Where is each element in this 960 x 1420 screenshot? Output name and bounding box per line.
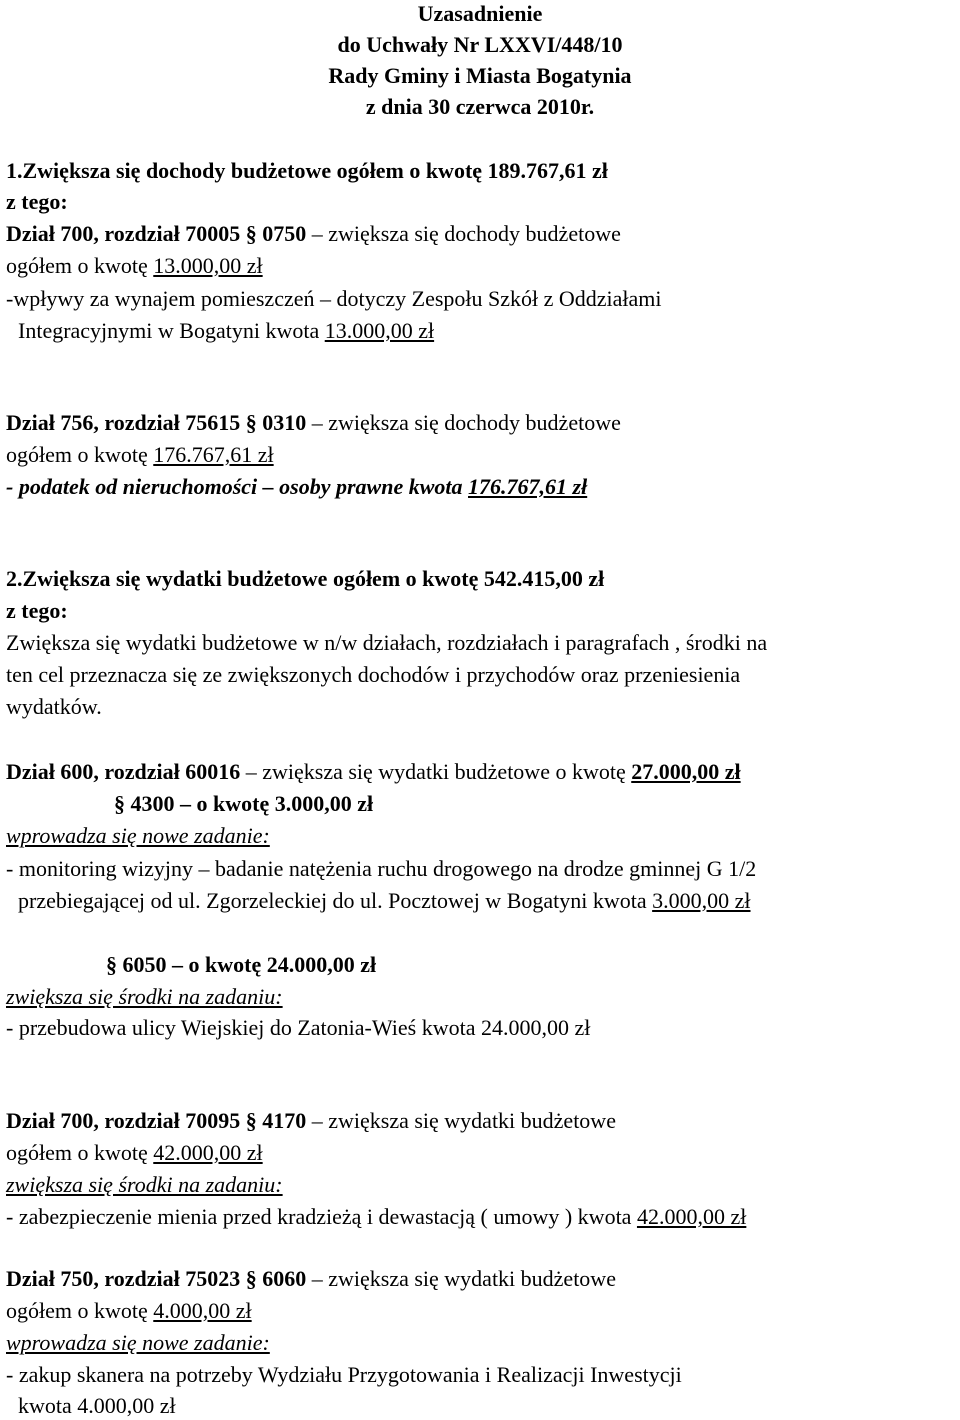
s1-d756-desc: – zwiększa się dochody budżetowe bbox=[306, 410, 621, 435]
resolution-date: z dnia 30 czerwca 2010r. bbox=[365, 94, 595, 119]
s2-d700-task-amount: 42.000,00 zł bbox=[636, 1204, 747, 1229]
s2-d700-desc: – zwiększa się wydatki budżetowe bbox=[306, 1108, 616, 1133]
section-2-of-which: z tego: bbox=[6, 598, 68, 623]
s1-d700-label: Dział 700, rozdział 70005 bbox=[6, 221, 246, 246]
s2-d700-total bbox=[6, 1139, 263, 1167]
s2-d600-task-line2 bbox=[18, 887, 751, 915]
council-name: Rady Gminy i Miasta Bogatynia bbox=[328, 63, 632, 88]
paragraph-sign: § bbox=[245, 410, 257, 435]
s1-d756-item bbox=[6, 473, 587, 501]
paragraph-sign: § bbox=[245, 221, 257, 246]
s2-d750-task-line1: - zakup skanera na potrzeby Wydziału Przygotowania i Realizacji Inwestycji bbox=[6, 1362, 682, 1387]
s2-intro-line2: ten cel przeznacza się ze zwiększonych dochodów i przychodów oraz przeniesienia bbox=[6, 662, 741, 687]
s1-d700-total bbox=[6, 252, 263, 280]
s2-d600-p6050 bbox=[106, 951, 376, 979]
s2-d750-total-label: ogółem o kwotę bbox=[6, 1298, 154, 1323]
s2-d600-new-task: wprowadza się nowe zadanie: bbox=[6, 823, 270, 848]
s1-d756-total-label: ogółem o kwotę bbox=[6, 442, 154, 467]
s1-d756-header bbox=[6, 409, 621, 437]
s2-d600-desc: – zwiększa się wydatki budżetowe o kwotę bbox=[245, 759, 632, 784]
paragraph-sign: § bbox=[106, 952, 117, 977]
s2-d700-header bbox=[6, 1107, 616, 1135]
paragraph-sign: § bbox=[245, 1266, 257, 1291]
paragraph-sign: § bbox=[245, 1108, 257, 1133]
s2-d750-label: Dział 750, rozdział 75023 bbox=[6, 1266, 246, 1291]
s1-d756-total bbox=[6, 441, 274, 469]
s2-d750-desc: – zwiększa się wydatki budżetowe bbox=[306, 1266, 616, 1291]
s1-d700-item-label: Integracyjnymi w Bogatyni kwota bbox=[18, 318, 325, 343]
s2-d750-code: 6060 bbox=[256, 1266, 307, 1291]
s2-d700-task-label: - zabezpieczenie mienia przed kradzieżą i dewastacją ( umowy ) kwota bbox=[6, 1204, 637, 1229]
s2-d750-total bbox=[6, 1297, 252, 1325]
s2-d600-p6050-text: 6050 – o kwotę 24.000,00 zł bbox=[117, 952, 377, 977]
s1-d700-total-amount: 13.000,00 zł bbox=[153, 253, 263, 278]
s2-d750-header bbox=[6, 1265, 616, 1293]
s2-intro-line3: wydatków. bbox=[6, 694, 102, 719]
s1-d700-desc: – zwiększa się dochody budżetowe bbox=[306, 221, 621, 246]
s2-d600-p4300 bbox=[114, 790, 373, 818]
section-1-of-which: z tego: bbox=[6, 189, 68, 214]
s2-d750-task-line2: kwota 4.000,00 zł bbox=[18, 1393, 176, 1418]
s2-d700-code: 4170 bbox=[256, 1108, 307, 1133]
s2-d700-total-label: ogółem o kwotę bbox=[6, 1140, 154, 1165]
s2-d600-task-amount: 3.000,00 zł bbox=[652, 888, 751, 913]
s2-d600-task3: - przebudowa ulicy Wiejskiej do Zatonia-Wieś kwota 24.000,00 zł bbox=[6, 1015, 591, 1040]
s1-d756-total-amount: 176.767,61 zł bbox=[153, 442, 274, 467]
s2-d600-p4300-text: 4300 – o kwotę 3.000,00 zł bbox=[125, 791, 374, 816]
s2-d600-header bbox=[6, 758, 741, 786]
s1-d700-item-line1: -wpływy za wynajem pomieszczeń – dotyczy Zespołu Szkół z Oddziałami bbox=[6, 286, 662, 311]
s2-intro-line1: Zwiększa się wydatki budżetowe w n/w działach, rozdziałach i paragrafach , środki na bbox=[6, 630, 768, 655]
section-2-title: 2.Zwiększa się wydatki budżetowe ogółem o kwotę 542.415,00 zł bbox=[6, 566, 605, 591]
s1-d756-code: 0310 bbox=[256, 410, 307, 435]
s1-d700-item-line2 bbox=[18, 317, 434, 345]
s2-d600-amount: 27.000,00 zł bbox=[631, 759, 741, 784]
s2-d600-task-line1: - monitoring wizyjny – badanie natężenia ruchu drogowego na drodze gminnej G 1/2 bbox=[6, 856, 757, 881]
s1-d756-label: Dział 756, rozdział 75615 bbox=[6, 410, 246, 435]
s2-d700-label: Dział 700, rozdział 70095 bbox=[6, 1108, 246, 1133]
s1-d700-header bbox=[6, 220, 621, 248]
paragraph-sign: § bbox=[114, 791, 125, 816]
s2-d600-increase-task: zwiększa się środki na zadaniu: bbox=[6, 984, 283, 1009]
s1-d756-item-amount: 176.767,61 zł bbox=[468, 474, 588, 499]
s1-d700-total-label: ogółem o kwotę bbox=[6, 253, 154, 278]
section-1-title: 1.Zwiększa się dochody budżetowe ogółem o kwotę 189.767,61 zł bbox=[6, 158, 608, 183]
s2-d700-total-amount: 42.000,00 zł bbox=[153, 1140, 263, 1165]
s2-d700-increase-task: zwiększa się środki na zadaniu: bbox=[6, 1172, 283, 1197]
s1-d700-item-amount: 13.000,00 zł bbox=[324, 318, 435, 343]
s2-d750-total-amount: 4.000,00 zł bbox=[153, 1298, 252, 1323]
s1-d700-code: 0750 bbox=[256, 221, 307, 246]
s2-d750-new-task: wprowadza się nowe zadanie: bbox=[6, 1330, 270, 1355]
s2-d600-label: Dział 600, rozdział 60016 bbox=[6, 759, 246, 784]
s1-d756-item-label: - podatek od nieruchomości – osoby prawne kwota bbox=[6, 474, 469, 499]
s2-d600-task-label: przebiegającej od ul. Zgorzeleckiej do ul. Pocztowej w Bogatyni kwota bbox=[18, 888, 653, 913]
s2-d700-task bbox=[6, 1203, 746, 1231]
resolution-number: do Uchwały Nr LXXVI/448/10 bbox=[337, 32, 623, 57]
doc-title: Uzasadnienie bbox=[417, 1, 543, 26]
